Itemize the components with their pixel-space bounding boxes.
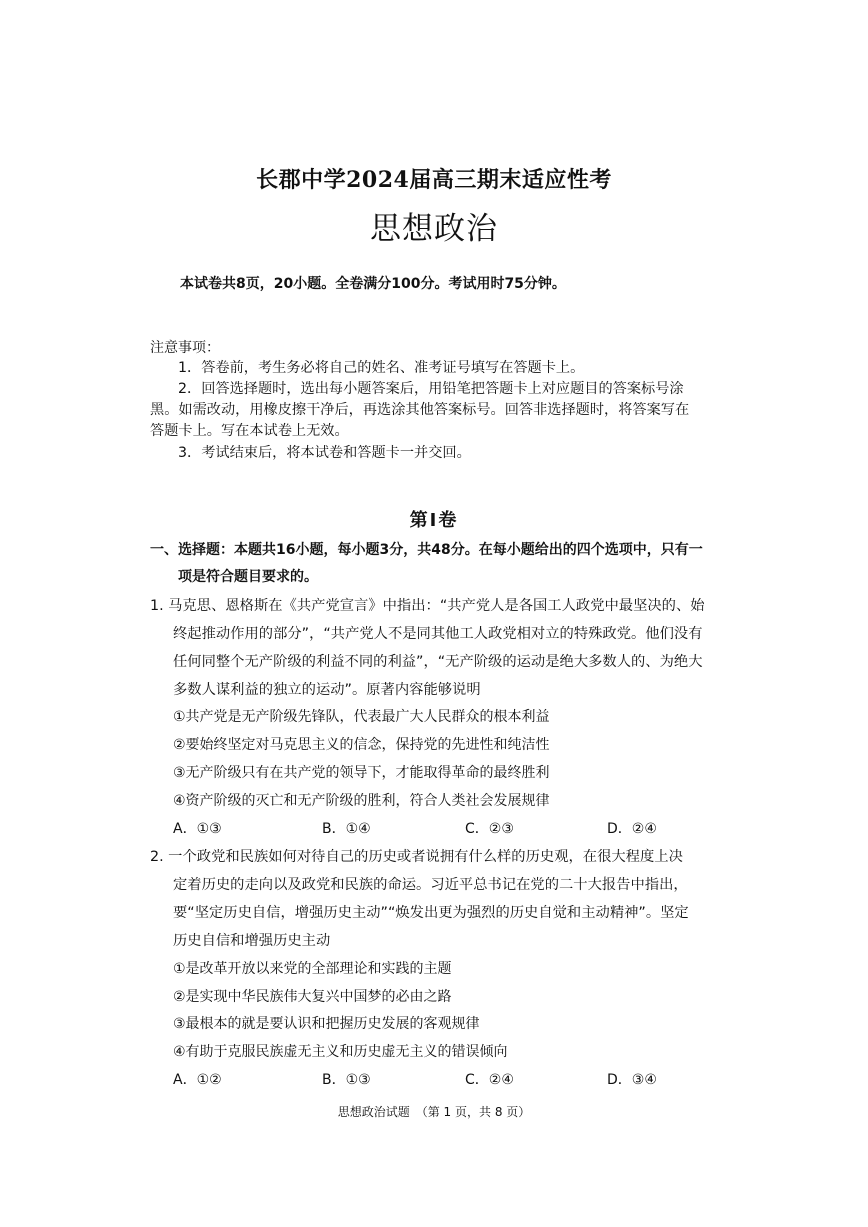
question-stem-line: 多数人谋利益的独立的运动”。原著内容能够说明: [173, 682, 481, 698]
answer-choice-d: D．③④: [607, 1072, 657, 1088]
question-option: ①是改革开放以来党的全部理论和实践的主题: [173, 961, 452, 977]
answer-choice-a: A．①③: [173, 821, 222, 837]
question-option: ④资产阶级的灭亡和无产阶级的胜利，符合人类社会发展规律: [173, 793, 550, 809]
note-line: 2．回答选择题时，选出每小题答案后，用铅笔把答题卡上对应题目的答案标号涂: [178, 381, 684, 397]
section-heading: 一、选择题：本题共16小题，每小题3分，共48分。在每小题给出的四个选项中，只有一: [150, 542, 703, 558]
note-line: 1．答卷前，考生务必将自己的姓名、准考证号填写在答题卡上。: [178, 360, 585, 376]
answer-choice-d: D．②④: [607, 821, 657, 837]
question-option: ③最根本的就是要认识和把握历史发展的客观规律: [173, 1016, 480, 1032]
volume-title: 第Ⅰ卷: [409, 510, 459, 531]
note-line: 答题卡上。写在本试卷上无效。: [150, 423, 349, 439]
note-line: 3．考试结束后，将本试卷和答题卡一并交回。: [178, 445, 471, 461]
question-option: ②是实现中华民族伟大复兴中国梦的必由之路: [173, 989, 452, 1005]
notes-heading: 注意事项：: [150, 340, 220, 356]
question-option: ①共产党是无产阶级先锋队，代表最广大人民群众的根本利益: [173, 709, 550, 725]
answer-choice-b: B．①④: [322, 821, 371, 837]
question-stem-line: 1. 马克思、恩格斯在《共产党宣言》中指出：“共产党人是各国工人政党中最坚决的、始: [150, 598, 705, 614]
question-stem-line: 终起推动作用的部分”，“共产党人不是同其他工人政党相对立的特殊政党。他们没有: [173, 626, 703, 642]
question-option: ④有助于克服民族虚无主义和历史虚无主义的错误倾向: [173, 1044, 508, 1060]
answer-choice-a: A．①②: [173, 1072, 222, 1088]
question-option: ②要始终坚定对马克思主义的信念，保持党的先进性和纯洁性: [173, 737, 550, 753]
question-stem-line: 要“坚定历史自信，增强历史主动”“焕发出更为强烈的历史自觉和主动精神”。坚定: [173, 905, 689, 921]
question-stem-line: 2. 一个政党和民族如何对待自己的历史或者说拥有什么样的历史观，在很大程度上决: [150, 849, 683, 865]
exam-title: 长郡中学2024届高三期末适应性考: [256, 167, 612, 193]
page-footer: 思想政治试题 （第 1 页，共 8 页）: [337, 1105, 531, 1119]
answer-choice-c: C．②③: [465, 821, 514, 837]
question-stem-line: 定着历史的走向以及政党和民族的命运。习近平总书记在党的二十大报告中指出，: [173, 877, 688, 893]
subject-title: 思想政治: [370, 211, 498, 247]
question-option: ③无产阶级只有在共产党的领导下，才能取得革命的最终胜利: [173, 765, 550, 781]
note-line: 黑。如需改动，用橡皮擦干净后，再选涂其他答案标号。回答非选择题时，将答案写在: [150, 402, 690, 418]
question-stem-line: 历史自信和增强历史主动: [173, 933, 331, 949]
answer-choice-b: B．①③: [322, 1072, 371, 1088]
section-heading-cont: 项是符合题目要求的。: [178, 569, 318, 585]
question-stem-line: 任何同整个无产阶级的利益不同的利益”，“无产阶级的运动是绝大多数人的、为绝大: [173, 654, 703, 670]
exam-info: 本试卷共8页，20小题。全卷满分100分。考试用时75分钟。: [180, 276, 566, 292]
answer-choice-c: C．②④: [465, 1072, 514, 1088]
